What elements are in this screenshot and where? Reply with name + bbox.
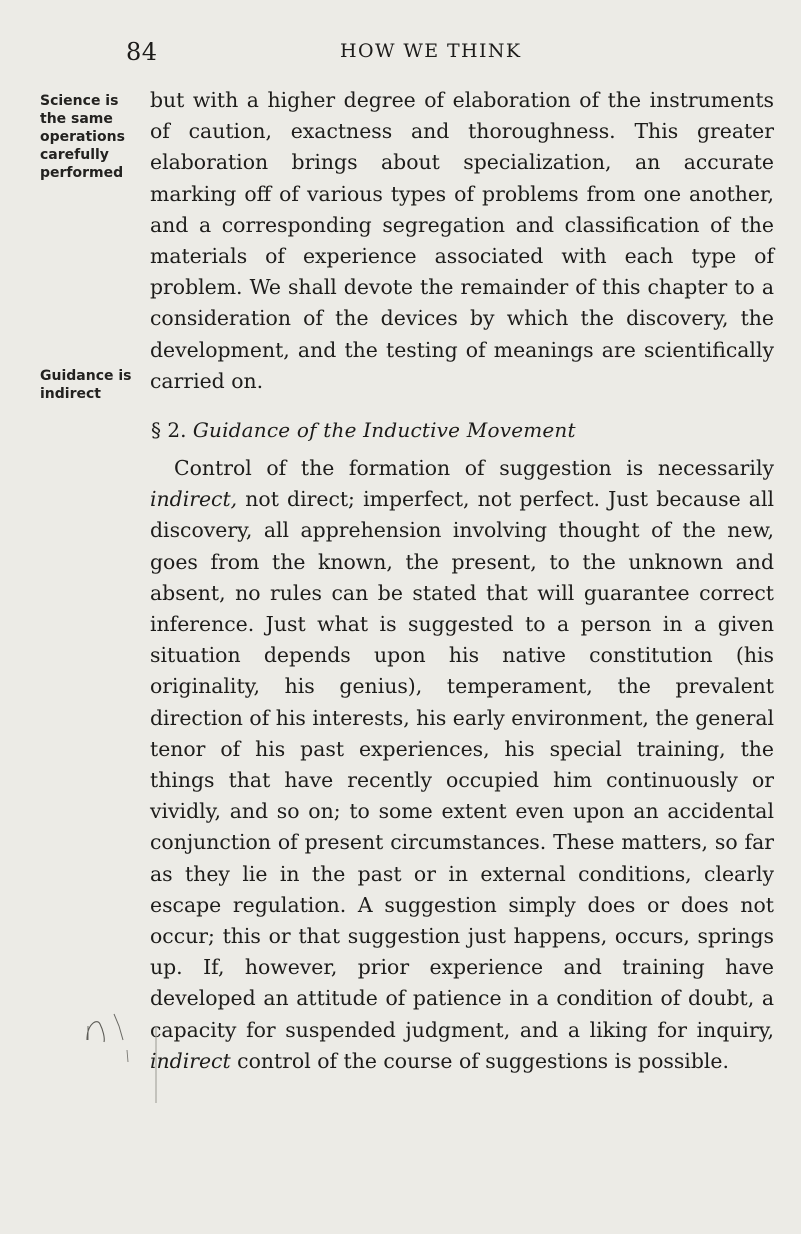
paragraph-text-3: control of the course of suggestions is possible. (237, 1048, 729, 1073)
section-title: Guidance of the Inductive Movement (192, 418, 576, 443)
paragraph-text-1: Control of the formation of suggestion is necessarily (174, 456, 774, 481)
pencil-mark-icon (83, 980, 133, 1062)
body-text (150, 85, 774, 1077)
running-head: HOW WE THINK (340, 40, 522, 62)
paragraph-text-2: not direct; imperfect, not perfect. Just because all discovery, all apprehension involving thought of the new, goes from the known, the present, to the unknown and absent, no rules can be stated that will guarantee correct inference. Just what is suggested to a person in a given situation depends upon his native constitution (his originality, his genius), temperament, the prevalent direction of his interests, his early environment, the general tenor of his past experiences, his special training, the things that have recently occupied him continuously or vividly, and so on; to some extent even upon an accidental conjunction of present circumstances. These matters, so far as they lie in the past or in external conditions, clearly escape regulation. A suggestion simply does or does not occur; this or that suggestion just happens, occurs, springs up. If, however, prior experience and training have developed an attitude of patience in a condition of doubt, a capacity for suspended judgment, and a liking for inquiry, (150, 487, 774, 1042)
section-heading (150, 415, 774, 446)
emphasis-indirect: indirect, (150, 487, 238, 512)
paragraph-continuation: but with a higher degree of elaboration of the instruments of caution, exactness and thoroughness. This greater elaboration brings about specialization, an accurate marking off of various types of problems from one another, and a corresponding segregation and classification of the materials of experience associated with each type of problem. We shall devote the remainder of this chapter to a consideration of the devices by which the discovery, the development, and the testing of meanings are scientifically carried on. (150, 88, 774, 393)
page-number: 84 (126, 38, 158, 66)
emphasis-indirect-2: indirect (150, 1048, 231, 1073)
margin-note-guidance: Guidance is indirect (40, 368, 132, 402)
page-header (0, 34, 801, 74)
section-number: § 2. (151, 418, 187, 443)
paragraph-guidance (150, 453, 774, 1077)
inner-margin-line-icon (155, 1026, 157, 1103)
margin-note-science: Science is the same operations carefully performed (40, 93, 125, 181)
